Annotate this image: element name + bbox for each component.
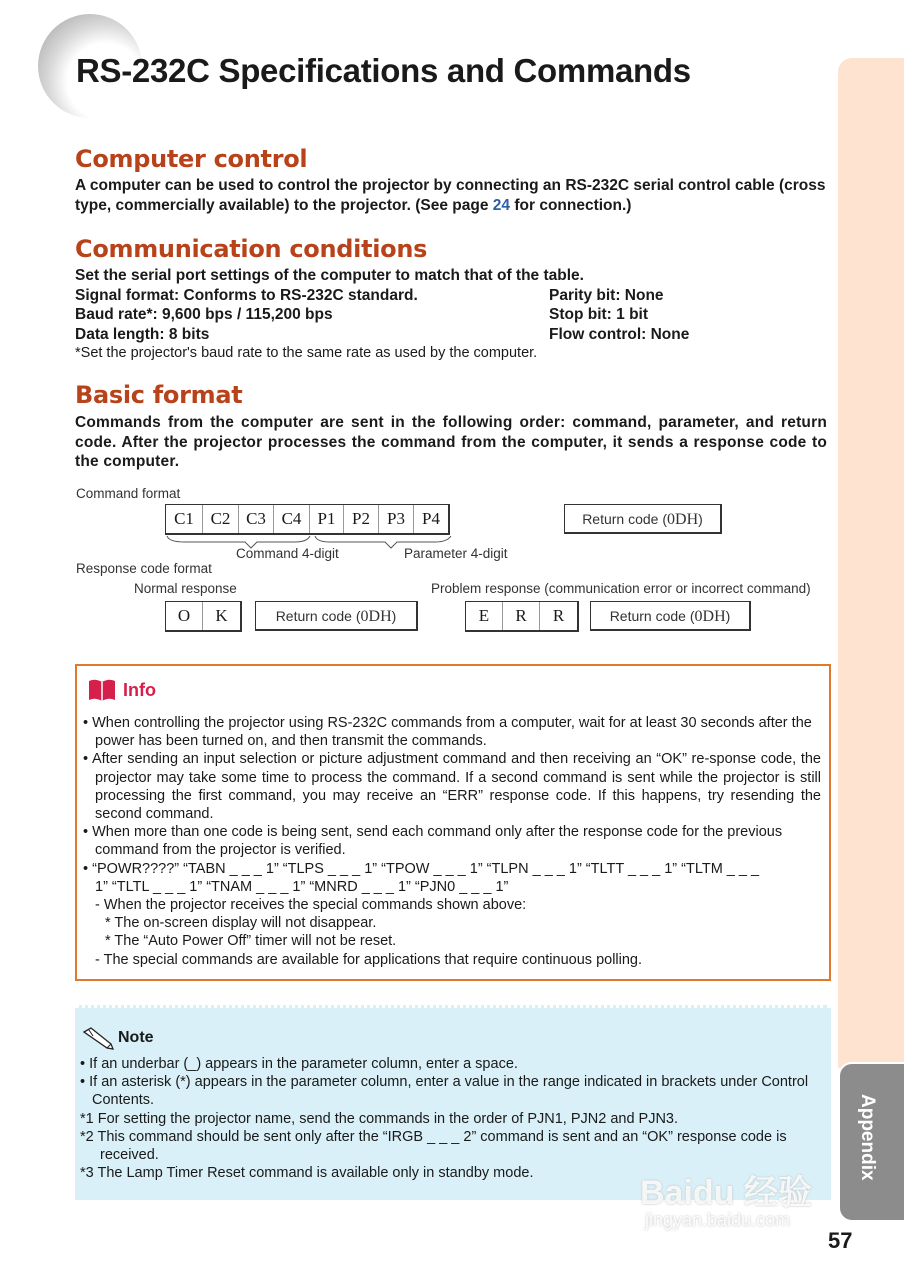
heading-basic-format: Basic format bbox=[75, 381, 243, 409]
note-item: • If an asterisk (*) appears in the parameter column, enter a value in the range indicated in brackets under Control Contents. bbox=[80, 1074, 809, 1109]
cell: P3 bbox=[379, 505, 414, 533]
info-box bbox=[75, 664, 831, 981]
signal-format: Signal format: Conforms to RS-232C standard. bbox=[75, 286, 418, 304]
cell: R bbox=[552, 606, 565, 625]
heading-communication: Communication conditions bbox=[75, 235, 428, 263]
cell: C2 bbox=[203, 505, 239, 533]
flow-control: Flow control: None bbox=[549, 325, 690, 343]
info-item: • When more than one code is being sent, send each command only after the response code for the previous command from the projector is verified. bbox=[83, 824, 783, 859]
computer-control-text: A computer can be used to control the projector by connecting an RS-232C serial control cable (cross type, commercially available) to the projector. (See page 24 for connection.) bbox=[75, 177, 826, 214]
return-code-box: Return code (0DH) bbox=[564, 504, 722, 534]
response-format-label: Response code format bbox=[76, 561, 212, 576]
baud-rate: Baud rate*: 9,600 bps / 115,200 bps bbox=[75, 306, 333, 323]
info-sub: - The special commands are available for applications that require continuous polling. bbox=[95, 951, 643, 968]
cell: P4 bbox=[422, 509, 440, 528]
command-cells bbox=[165, 504, 450, 535]
cell: C1 bbox=[166, 505, 203, 533]
info-item: • When controlling the projector using RS-232C commands from a computer, wait for at least 30 seconds after the power has been turned on, and then transmit the commands. bbox=[83, 715, 812, 750]
page-title: RS-232C Specifications and Commands bbox=[76, 52, 691, 89]
cell: O bbox=[166, 602, 203, 630]
info-sub: - When the projector receives the special commands shown above: bbox=[95, 897, 527, 914]
normal-response-label: Normal response bbox=[134, 581, 237, 596]
cell: P2 bbox=[344, 505, 379, 533]
note-heading: Note bbox=[118, 1029, 154, 1046]
note-item: • If an underbar (_) appears in the parameter column, enter a space. bbox=[80, 1056, 518, 1072]
baud-footnote: *Set the projector's baud rate to the same rate as used by the computer. bbox=[75, 345, 538, 361]
watermark-url: jingyan.baidu.com bbox=[645, 1210, 791, 1230]
appendix-tab[interactable] bbox=[838, 1062, 904, 1222]
info-item: • After sending an input selection or picture adjustment command and then receiving an “OK” re-sponse code, the projector may take some time to process the command. If a second command is sent while the projector is still processing the first command, you may receive an “ERR” response code. If this happens, try resending the second command. bbox=[83, 751, 821, 823]
ok-cells bbox=[165, 601, 242, 632]
cell: P1 bbox=[310, 505, 344, 533]
command-digits-label: Command 4-digit bbox=[236, 546, 339, 561]
return-code-box: Return code (0DH) bbox=[590, 601, 751, 631]
watermark-logo: Baidu 经验 bbox=[640, 1174, 812, 1212]
parameter-digits-label: Parameter 4-digit bbox=[404, 546, 508, 561]
info-item: • “POWR????” “TABN _ _ _ 1” “TLPS _ _ _ 1” “TPOW _ _ _ 1” “TLPN _ _ _ 1” “TLTT _ _ _ 1” “TLTM _ _ _ 1” “TLTL _ _ _ 1” “TNAM _ _ _ 1” “MNRD _ _ _ 1” “PJN0 _ _ _ 1” bbox=[83, 860, 760, 895]
parity-bit: Parity bit: None bbox=[549, 286, 664, 304]
side-tab bbox=[838, 58, 904, 1068]
err-cells bbox=[465, 601, 579, 632]
heading-computer-control: Computer control bbox=[75, 145, 308, 173]
page-number: 57 bbox=[828, 1228, 853, 1253]
cell: C4 bbox=[274, 505, 310, 533]
return-code-box: Return code (0DH) bbox=[255, 601, 418, 631]
communication-block bbox=[75, 266, 827, 364]
note-footnote: *1 For setting the projector name, send the commands in the order of PJN1, PJN2 and PJN3. bbox=[80, 1110, 679, 1127]
note-footnote: *2 This command should be sent only after the “IRGB _ _ _ 2” command is sent and an “OK” response code is received. bbox=[80, 1128, 787, 1164]
command-format-label: Command format bbox=[76, 486, 181, 501]
info-sub: * The on-screen display will not disappear. bbox=[105, 915, 377, 932]
info-heading: Info bbox=[123, 679, 156, 700]
cell: R bbox=[503, 602, 540, 630]
book-icon bbox=[87, 678, 117, 702]
cell: E bbox=[466, 602, 503, 630]
page-link[interactable]: 24 bbox=[492, 196, 511, 214]
cell: C3 bbox=[239, 505, 274, 533]
stop-bit: Stop bit: 1 bit bbox=[549, 306, 649, 323]
info-sub: * The “Auto Power Off” timer will not be reset. bbox=[105, 933, 397, 950]
problem-response-label: Problem response (communication error or incorrect command) bbox=[431, 581, 811, 596]
communication-intro: Set the serial port settings of the computer to match that of the table. bbox=[75, 267, 584, 284]
appendix-label: Appendix bbox=[857, 1094, 878, 1181]
data-length: Data length: 8 bits bbox=[75, 325, 210, 343]
pencil-icon bbox=[81, 1026, 115, 1050]
note-footnote: *3 The Lamp Timer Reset command is available only in standby mode. bbox=[80, 1165, 534, 1182]
cell: K bbox=[215, 606, 228, 625]
basic-format-text: Commands from the computer are sent in the following order: command, parameter, and return code. After the projector processes the command from the computer, it sends a response code to the computer. bbox=[75, 414, 827, 470]
